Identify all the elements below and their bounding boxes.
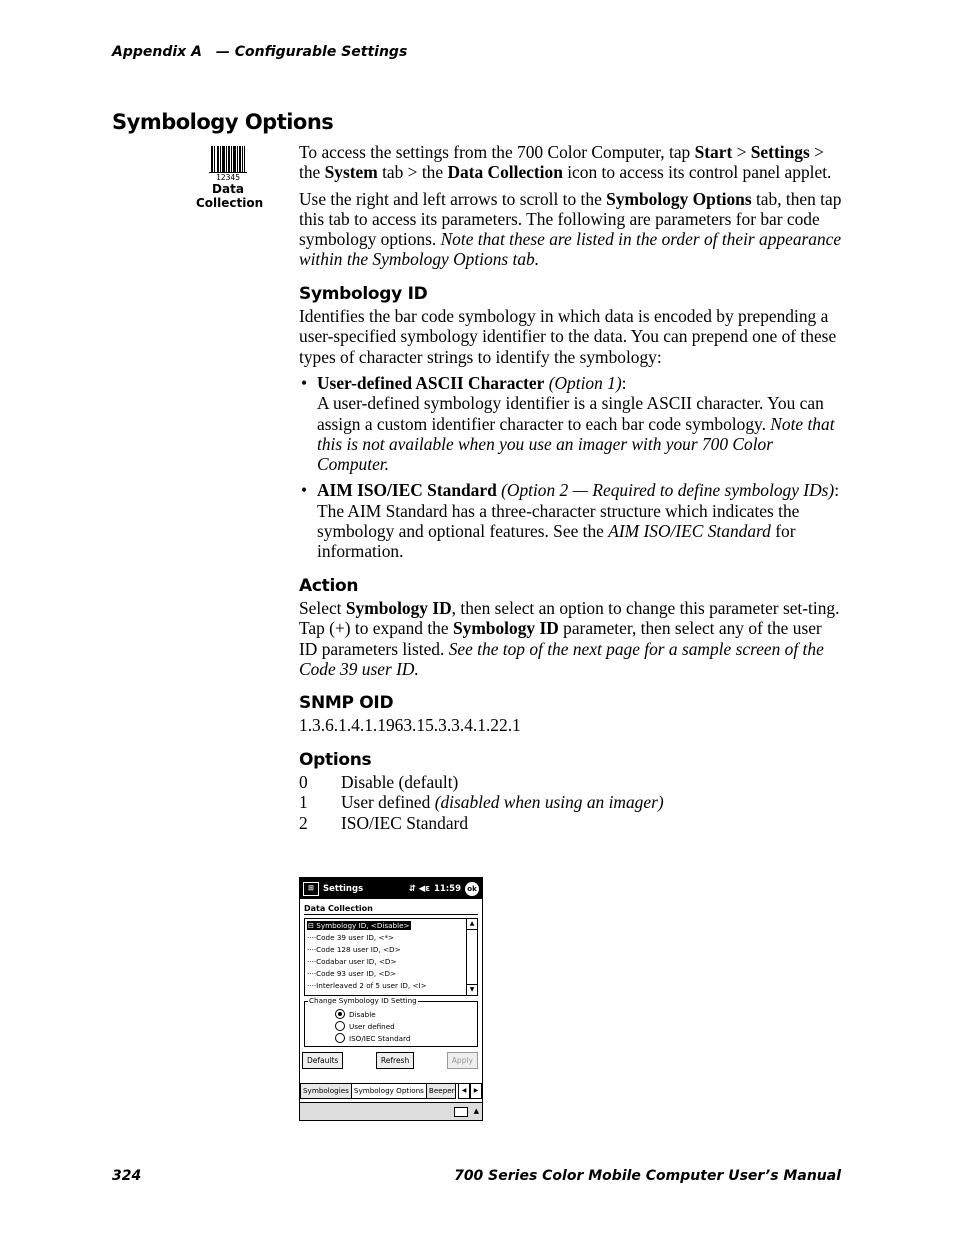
manual-title: 700 Series Color Mobile Computer User’s Manual xyxy=(454,1168,841,1184)
action-heading: Action xyxy=(299,575,359,596)
symbology-id-heading: Symbology ID xyxy=(299,283,428,304)
data-collection-icon xyxy=(196,144,264,210)
body-text xyxy=(299,142,844,833)
status-icons: ⇵ ◀ε xyxy=(408,883,430,894)
intro-paragraph-2: Use the right and left arrows to scroll to the Symbology Options tab, then tap this tab to access its parameters. The following are parameters for bar code symbology options. Note that these are listed in the order of their appearance within the Symbology Options tab. xyxy=(299,188,842,270)
bullet-user-defined: • User-defined ASCII Character (Option 1): A user-defined symbology identifier is a single ASCII character. You can assign a custom identifier character to each bar code symbology. Note that this is not available when you use an imager with your 700 Color Computer. xyxy=(301,372,835,475)
radio-disable[interactable]: Disable xyxy=(335,1008,410,1020)
screen-heading: Data Collection xyxy=(304,904,478,915)
snmp-heading: SNMP OID xyxy=(299,693,394,714)
tab-right-icon[interactable]: ▶ xyxy=(470,1084,482,1099)
action-text: Select Symbology ID, then select an option to change this parameter set-ting. Tap (+) to expand the Symbology ID parameter, then select any of the user ID parameters listed. See the top of the next page for a sample screen of the Code 39 user ID. xyxy=(299,597,840,679)
scroll-up-icon[interactable]: ▲ xyxy=(467,919,477,930)
option-row: 0 Disable (default) xyxy=(299,772,459,793)
icon-label-line2: Collection xyxy=(196,196,264,210)
change-setting-group xyxy=(304,996,478,1047)
tree-item[interactable]: ····Code 39 user ID, <*> xyxy=(307,933,395,942)
refresh-button[interactable]: Refresh xyxy=(376,1052,414,1069)
barcode-digits: 12345 xyxy=(215,173,241,182)
tab-beeper[interactable]: Beeper xyxy=(426,1084,456,1099)
ok-button[interactable]: ok xyxy=(465,882,479,896)
tab-strip xyxy=(300,1083,482,1099)
page-number: 324 xyxy=(112,1168,142,1184)
group-label: Change Symbology ID Setting xyxy=(309,996,417,1005)
option-row: 1 User defined (disabled when using an imager) xyxy=(299,792,664,813)
barcode-icon xyxy=(209,144,247,182)
radio-user-defined[interactable]: User defined xyxy=(335,1020,410,1032)
section-title: Symbology Options xyxy=(112,110,334,134)
symbology-tree[interactable] xyxy=(304,918,478,996)
appendix-label: Appendix A xyxy=(112,44,202,60)
settings-screenshot xyxy=(299,877,483,1121)
tab-left-icon[interactable]: ◀ xyxy=(458,1084,470,1099)
tree-item[interactable]: ····Code 93 user ID, <D> xyxy=(307,969,397,978)
radio-iso-iec[interactable]: ISO/IEC Standard xyxy=(335,1032,410,1044)
tree-item[interactable]: ····Codabar user ID, <D> xyxy=(307,957,397,966)
start-icon[interactable]: ⊞ xyxy=(303,882,319,896)
tree-item[interactable]: ····Interleaved 2 of 5 user ID, <I> xyxy=(307,981,427,990)
running-header xyxy=(112,44,421,60)
tree-item[interactable]: ⊟ Symbology ID, <Disable> xyxy=(308,921,410,930)
options-heading: Options xyxy=(299,749,372,770)
clock: 11:59 xyxy=(433,883,461,894)
bullet-aim-standard: • AIM ISO/IEC Standard (Option 2 — Required to define symbology IDs): The AIM Standard has a three-character structure which indicates the symbology and optional features. See the AIM ISO/IEC Standard for information. xyxy=(301,480,840,562)
tab-symbologies[interactable]: Symbologies xyxy=(300,1084,352,1099)
defaults-button[interactable]: Defaults xyxy=(302,1052,343,1069)
tab-symbology-options[interactable]: Symbology Options xyxy=(351,1084,427,1099)
icon-label-line1: Data xyxy=(212,182,244,196)
symbology-id-text: Identifies the bar code symbology in which data is encoded by prepending a user-specified symbology identifier to the data. You can prepend one of these types of character strings to identify the symbology: xyxy=(299,306,837,367)
screen-title: Settings xyxy=(323,883,364,894)
intro-paragraph-1: To access the settings from the 700 Color Computer, tap Start > Settings > the System tab > the Data Collection icon to access its control panel applet. xyxy=(299,142,832,183)
scroll-down-icon[interactable]: ▼ xyxy=(467,984,477,995)
screen-title-bar xyxy=(300,878,482,899)
input-panel-bar xyxy=(300,1102,482,1120)
chapter-label: — Configurable Settings xyxy=(215,44,408,60)
keyboard-icon[interactable] xyxy=(454,1107,468,1117)
tree-item[interactable]: ····Code 128 user ID, <D> xyxy=(307,945,401,954)
option-row: 2 ISO/IEC Standard xyxy=(299,812,469,833)
apply-button[interactable]: Apply xyxy=(447,1052,478,1069)
sip-arrow-icon[interactable]: ▲ xyxy=(473,1107,479,1115)
tree-scrollbar[interactable] xyxy=(466,919,477,995)
snmp-oid: 1.3.6.1.4.1.1963.15.3.3.4.1.22.1 xyxy=(299,715,521,736)
